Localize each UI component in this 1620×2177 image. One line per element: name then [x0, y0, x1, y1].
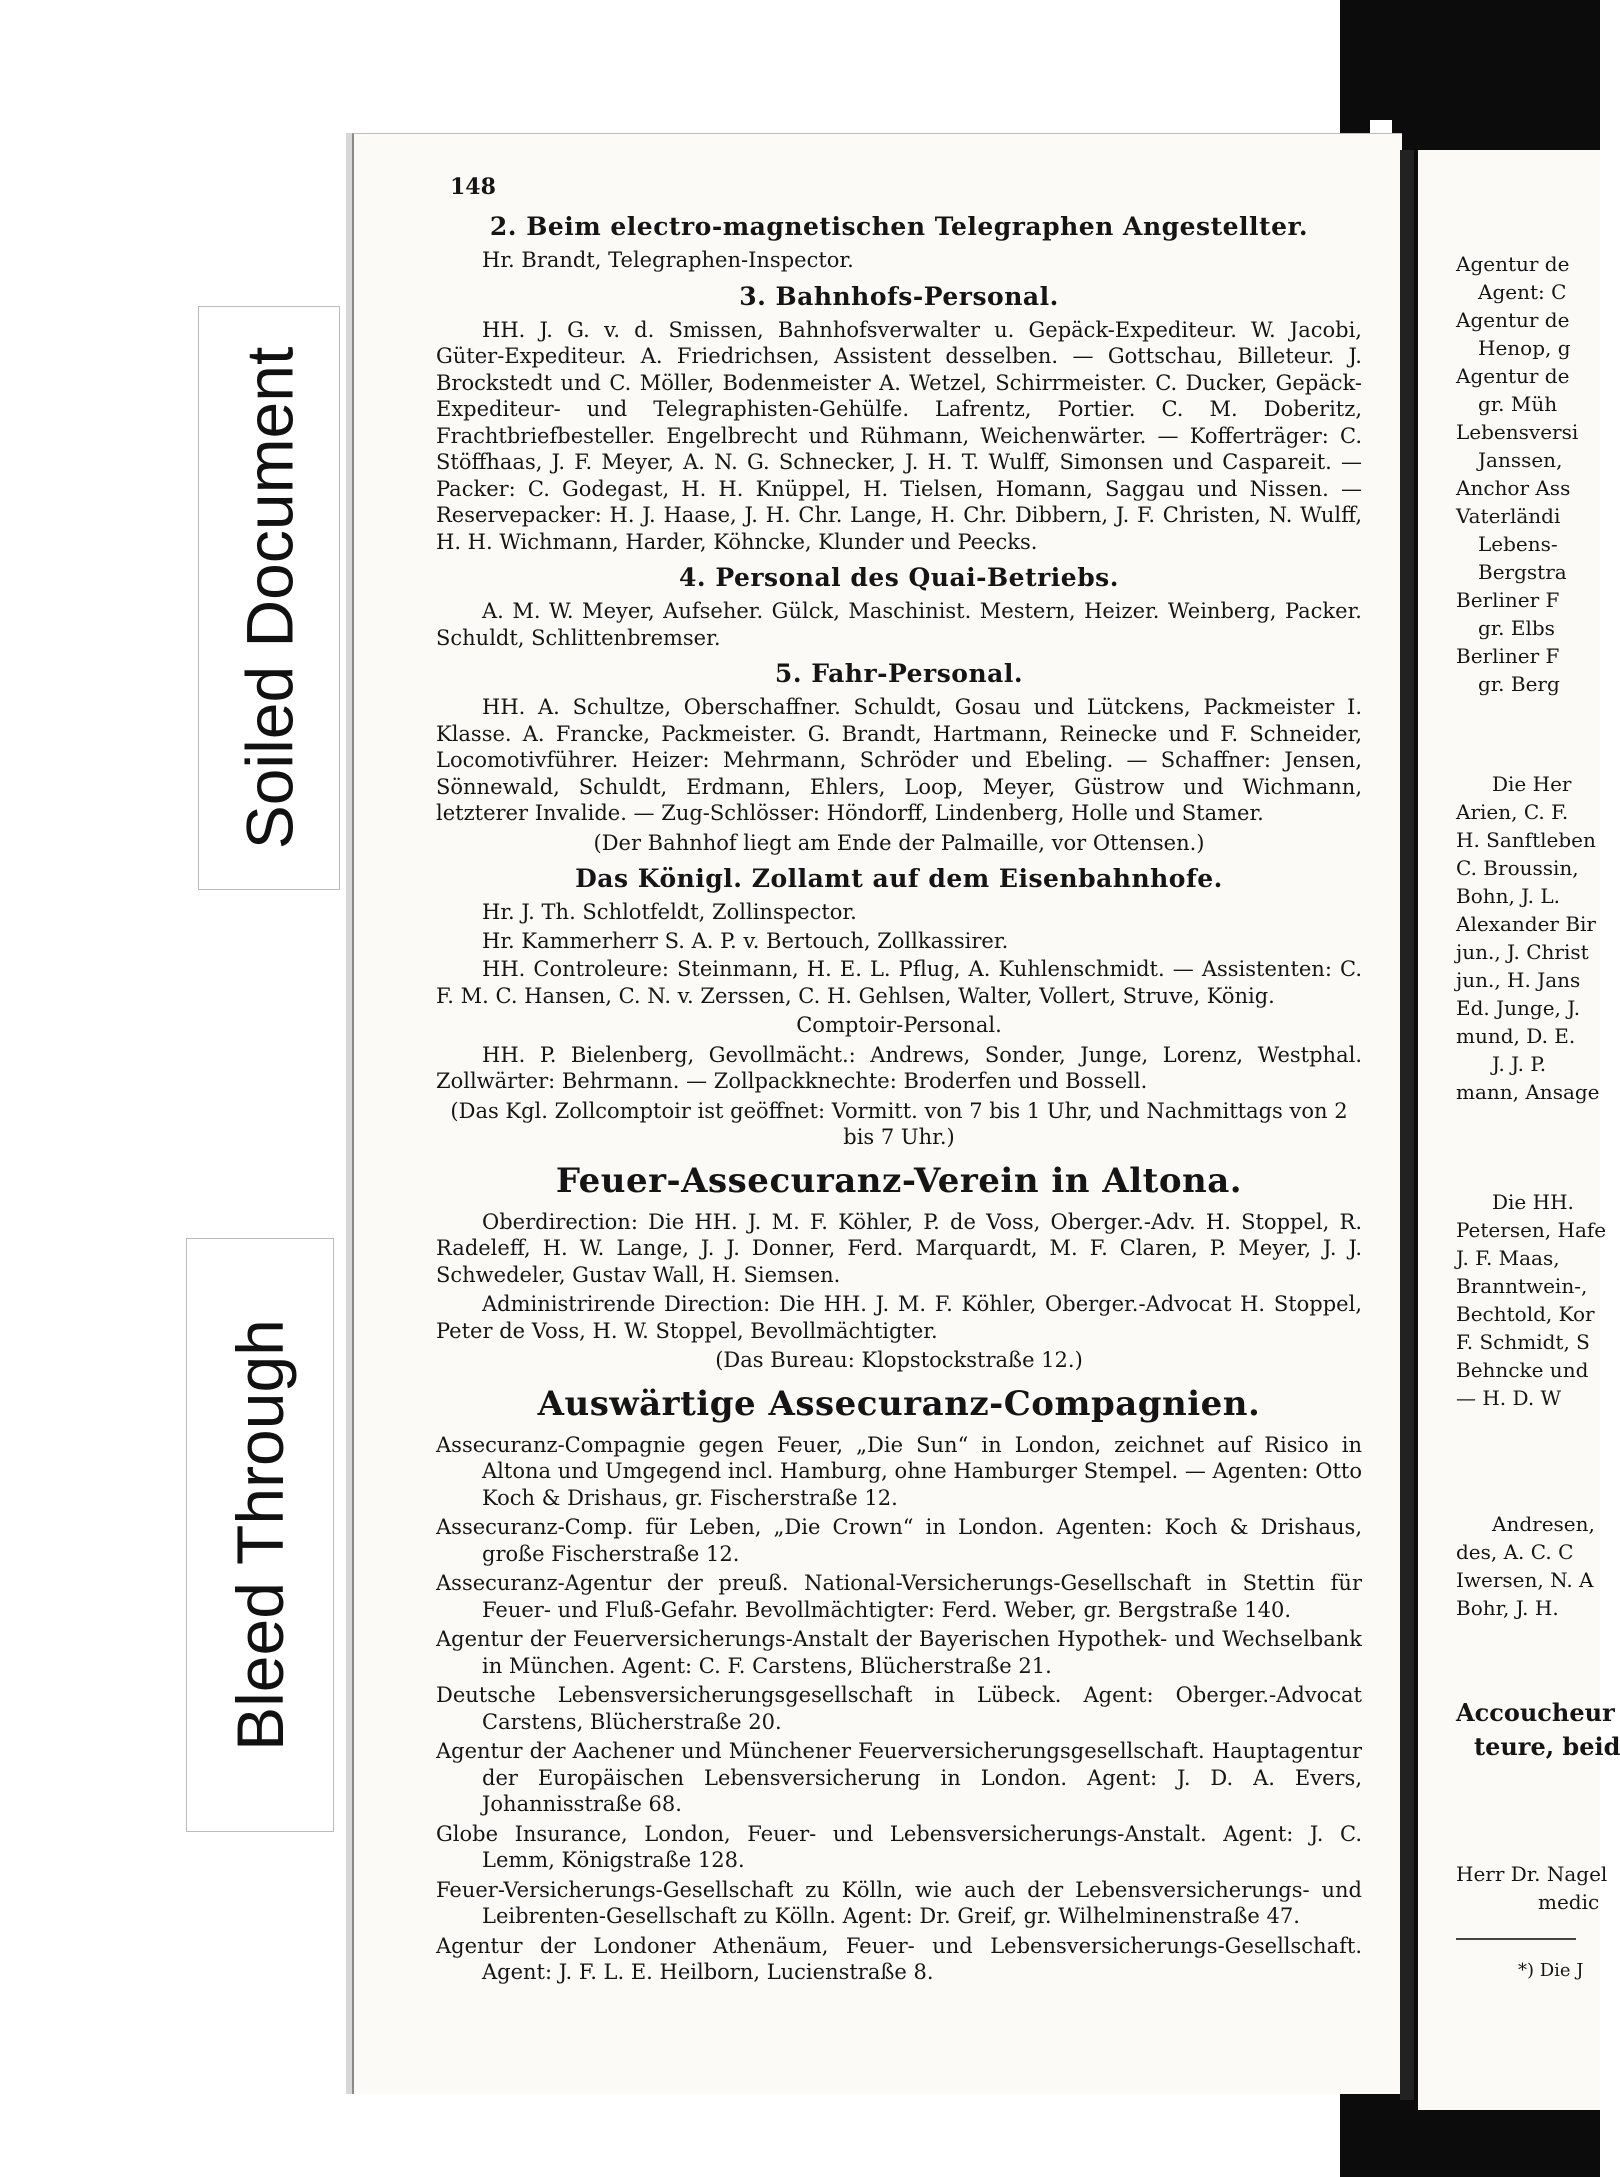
quai-text: A. M. W. Meyer, Aufseher. Gülck, Maschinist. Mestern, Heizer. Weinberg, Packer. Schuldt, Schlittenbremser.: [436, 599, 1362, 650]
right-page-fragment: [1418, 150, 1620, 2110]
auswaertige-title: Auswärtige Assecuranz-Compagnien.: [537, 1383, 1261, 1424]
right-line: Berliner F: [1456, 588, 1560, 612]
right-line: Behncke und: [1456, 1358, 1589, 1382]
fahr-note: (Der Bahnhof liegt am Ende der Palmaille, vor Ottensen.): [593, 830, 1205, 855]
soiled-document-label: Soiled Document: [198, 306, 340, 890]
feuer-administration: Administrirende Direction: Die HH. J. M. F. Köhler, Oberger.-Advocat H. Stoppel, Peter de Voss, H. W. Stoppel, Bevollmächtigter.: [436, 1292, 1362, 1343]
right-line: Die HH.: [1492, 1190, 1574, 1214]
right-line: Agentur de: [1456, 364, 1570, 388]
section-title-quai: 4. Personal des Quai-Betriebs.: [679, 563, 1119, 592]
feuer-title: Feuer-Assecuranz-Verein in Altona.: [555, 1160, 1243, 1201]
right-line: Agent: C: [1478, 280, 1567, 304]
right-line: Berliner F: [1456, 644, 1560, 668]
right-line: Die Her: [1492, 772, 1572, 796]
right-line: Petersen, Hafe: [1456, 1218, 1607, 1242]
section-title-telegraph: 2. Beim electro-magnetischen Telegraphen Angestellter.: [489, 212, 1309, 241]
zollamt-title: Das Königl. Zollamt auf dem Eisenbahnhofe.: [575, 864, 1223, 893]
right-line: jun., J. Christ: [1456, 940, 1589, 964]
comptoir-text: HH. P. Bielenberg, Gevollmächt.: Andrews, Sonder, Junge, Lorenz, Westphal. Zollwärter: Behrmann. — Zollpackknechte: Broderfen und Bossell.: [436, 1042, 1362, 1093]
right-line: Branntwein-,: [1456, 1274, 1588, 1298]
entry-stettin: Assecuranz-Agentur der preuß. National-Versicherungs-Gesellschaft in Stettin für Feuer- und Fluß-Gefahr. Bevollmächtigter: Ferd. Weber, gr. Bergstraße 140.: [436, 1571, 1362, 1622]
section-title-fahr: 5. Fahr-Personal.: [774, 659, 1024, 688]
right-heading: teure, beid: [1474, 1732, 1620, 1761]
right-line: medic: [1538, 1890, 1600, 1914]
zollamt-line-1: Hr. J. Th. Schlotfeldt, Zollinspector.: [482, 900, 857, 924]
feuer-oberdirection: Oberdirection: Die HH. J. M. F. Köhler, P. de Voss, Oberger.-Adv. H. Stoppel, R. Radeleff, H. W. Lange, J. J. Donner, Ferd. Marquardt, M. F. Claren, P. Meyer, J. J. Schwedeler, Gustav Wall, H. Siemsen.: [436, 1209, 1362, 1287]
page-content: [436, 204, 1362, 1989]
right-line: Bergstra: [1478, 560, 1567, 584]
zollamt-line-2: Hr. Kammerherr S. A. P. v. Bertouch, Zollkassirer.: [482, 928, 1009, 953]
page-number: 148: [450, 174, 496, 200]
right-line: Janssen,: [1478, 448, 1563, 472]
right-line: gr. Müh: [1478, 392, 1558, 416]
right-line: Lebensversi: [1456, 420, 1579, 444]
footnote-rule: [1456, 1938, 1576, 1940]
right-line: Andresen,: [1492, 1512, 1595, 1536]
bleed-through-label: Bleed Through: [186, 1238, 334, 1832]
entry-koelln: Feuer-Versicherungs-Gesellschaft zu Kölln, wie auch der Lebensversicherungs- und Leibrenten-Gesellschaft zu Kölln. Agent: Dr. Greif, gr. Wilhelminenstraße 47.: [436, 1877, 1362, 1928]
left-page: [352, 133, 1402, 2094]
right-line: Ed. Junge, J.: [1456, 996, 1581, 1020]
book-spine: [1400, 150, 1414, 2100]
right-line: Bechtold, Kor: [1456, 1302, 1595, 1326]
right-line: J. J. P.: [1492, 1052, 1547, 1076]
right-line: Anchor Ass: [1456, 476, 1571, 500]
right-line: J. F. Maas,: [1456, 1246, 1560, 1270]
right-line: Lebens-: [1478, 532, 1558, 556]
bahnhof-text: HH. J. G. v. d. Smissen, Bahnhofsverwalter u. Gepäck-Expediteur. W. Jacobi, Güter-Expediteur. A. Friedrichsen, Assistent desselben. — Gottschau, Billeteur. J. Brockstedt und C. Möller, Bodenmeister A. Wetzel, Schirrmeister. C. Ducker, Gepäck-Expediteur- und Telegraphisten-Gehülfe. Lafrentz, Portier. C. M. Doberitz, Frachtbriefbesteller. Engelbrecht und Rühmann, Weichenwärter. — Kofferträger: C. Stöffhaas, J. F. Meyer, A. N. G. Schnecker, J. H. T. Wulff, Simonsen und Caspareit. — Packer: C. Godegast, H. H. Knüppel, H. Tielsen, Homann, Saggau und Nissen. — Reservepacker: H. J. Haase, J. H. Chr. Lange, H. Chr. Dibbern, J. F. Christen, N. Wulff, H. H. Wichmann, Harder, Köhncke, Klunder und Peecks.: [436, 317, 1362, 554]
entry-globe: Globe Insurance, London, Feuer- und Lebensversicherungs-Anstalt. Agent: J. C. Lemm, Königstraße 128.: [436, 1821, 1362, 1872]
fahr-text: HH. A. Schultze, Oberschaffner. Schuldt, Gosau und Lütckens, Packmeister I. Klasse. A. Francke, Packmeister. G. Brandt, Hartmann, Reinecke und F. Schneider, Locomotivführer. Heizer: Mehrmann, Schröder und Ebeling. — Schaffner: Jensen, Sönnewald, Schuldt, Erdmann, Ehlers, Loop, Meyer, Güstrow und Wichmann, letzterer Invalide. — Zug-Schlösser: Höndorff, Lindenberg, Holle und Stamer.: [436, 695, 1362, 825]
entry-aachen: Agentur der Aachener und Münchener Feuerversicherungsgesellschaft. Hauptagentur der Europäischen Lebensversicherung in London. Agent: J. D. A. Evers, Johannisstraße 68.: [436, 1739, 1362, 1816]
telegraph-text: Hr. Brandt, Telegraphen-Inspector.: [482, 248, 854, 272]
entry-crown: Assecuranz-Comp. für Leben, „Die Crown“ in London. Agenten: Koch & Drishaus, große Fischerstraße 12.: [436, 1515, 1362, 1566]
feuer-note: (Das Bureau: Klopstockstraße 12.): [715, 1348, 1083, 1372]
right-line: mann, Ansage: [1456, 1080, 1600, 1104]
right-line: Bohn, J. L.: [1456, 884, 1561, 908]
right-line: Agentur de: [1456, 308, 1570, 332]
entry-bayern: Agentur der Feuerversicherungs-Anstalt der Bayerischen Hypothek- und Wechselbank in München. Agent: C. F. Carstens, Blücherstraße 21.: [436, 1627, 1362, 1678]
entry-luebeck: Deutsche Lebensversicherungsgesellschaft in Lübeck. Agent: Oberger.-Advocat Carstens, Blücherstraße 20.: [436, 1683, 1362, 1734]
right-line: mund, D. E.: [1456, 1024, 1576, 1048]
section-title-bahnhof: 3. Bahnhofs-Personal.: [739, 281, 1059, 311]
comptoir-title: Comptoir-Personal.: [796, 1013, 1002, 1037]
right-line: gr. Berg: [1478, 672, 1560, 696]
entry-sun: Assecuranz-Compagnie gegen Feuer, „Die Sun“ in London, zeichnet auf Risico in Altona und Umgegend incl. Hamburg, ohne Hamburger Stempel. — Agenten: Otto Koch & Drishaus, gr. Fischerstraße 12.: [436, 1432, 1362, 1510]
right-line: gr. Elbs: [1478, 616, 1555, 640]
right-line: Henop, g: [1478, 336, 1571, 360]
right-line: C. Broussin,: [1456, 856, 1579, 880]
right-line: Arien, C. F.: [1456, 800, 1569, 824]
right-line: Vaterländi: [1456, 504, 1561, 528]
right-line: — H. D. W: [1456, 1386, 1562, 1410]
footnote-text: *) Die J: [1518, 1960, 1584, 1981]
right-line: F. Schmidt, S: [1456, 1330, 1590, 1354]
right-line: H. Sanftleben: [1456, 828, 1596, 852]
right-line: Agentur de: [1456, 252, 1570, 276]
right-line: jun., H. Jans: [1456, 968, 1581, 992]
right-heading: Accoucheur: [1456, 1698, 1615, 1727]
zollcomptoir-note: (Das Kgl. Zollcomptoir ist geöffnet: Vormitt. von 7 bis 1 Uhr, und Nachmittags von 2 bis 7 Uhr.): [450, 1098, 1348, 1149]
zollamt-controleure: HH. Controleure: Steinmann, H. E. L. Pflug, A. Kuhlenschmidt. — Assistenten: C. F. M. C. Hansen, C. N. v. Zerssen, C. H. Gehlsen, Walter, Vollert, Struve, König.: [436, 957, 1362, 1008]
right-line: des, A. C. C: [1456, 1540, 1574, 1564]
entry-athenaeum: Agentur der Londoner Athenäum, Feuer- und Lebensversicherungs-Gesellschaft. Agent: J. F. L. E. Heilborn, Lucienstraße 8.: [436, 1933, 1362, 1984]
right-line: Bohr, J. H.: [1456, 1596, 1559, 1620]
right-line: Herr Dr. Nagel: [1456, 1862, 1608, 1886]
right-line: Alexander Bir: [1456, 912, 1596, 936]
right-line: Iwersen, N. A: [1456, 1568, 1594, 1592]
